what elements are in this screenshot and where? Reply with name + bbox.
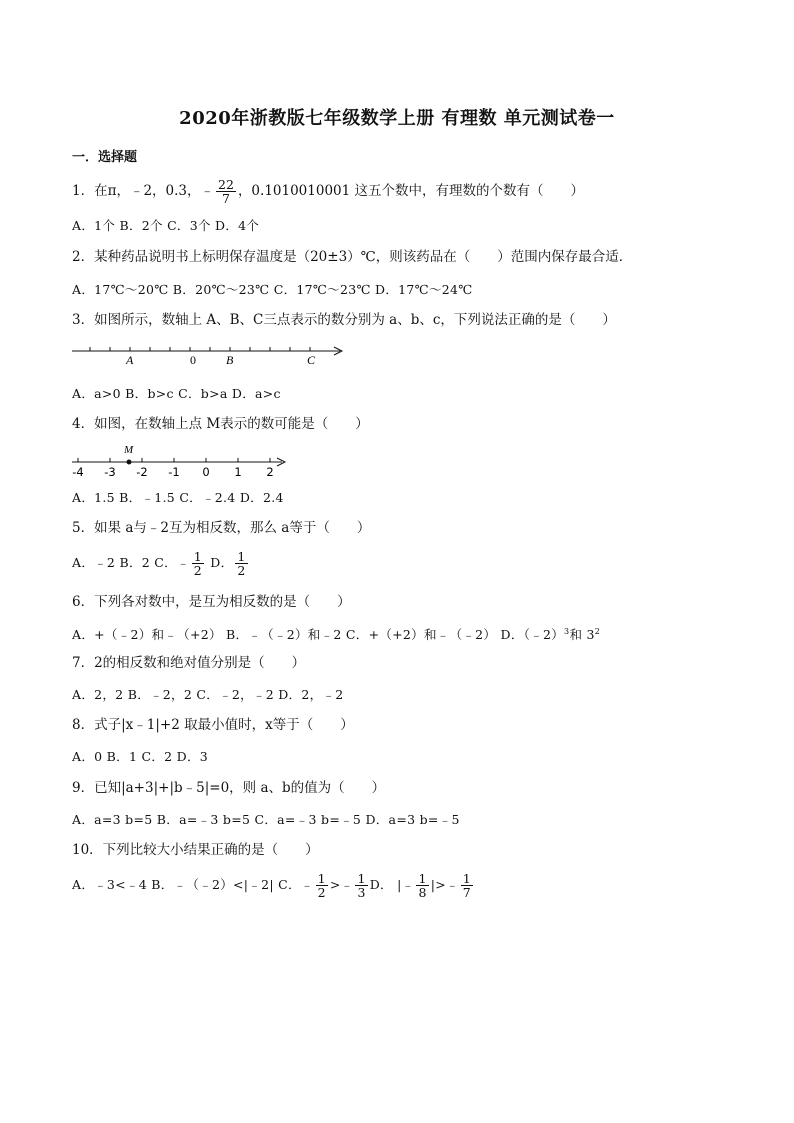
question-7: 7．2的相反数和绝对值分别是（ ）: [72, 655, 306, 671]
q10-c-num-1: 1: [317, 871, 326, 886]
q1-fraction: [216, 178, 236, 205]
q3-label-a: A: [126, 353, 134, 367]
q5-c-fraction: [192, 550, 204, 577]
q3-label-zero: 0: [190, 353, 196, 367]
question-10: 10．下列比较大小结果正确的是（ ）: [72, 842, 319, 858]
q9-options: A．a=3 b=5 B．a=﹣3 b=5 C．a=﹣3 b=﹣5 D．a=3 b=﹣5: [72, 812, 460, 827]
q6-options: [72, 622, 600, 645]
q6-sup-2: 2: [594, 627, 601, 636]
q5-d-den: 2: [237, 563, 246, 578]
q7-options: A．2，2 B．﹣2，2 C．﹣2，﹣2 D．2，﹣2: [72, 687, 344, 702]
q10-d-fraction-2: [461, 872, 473, 899]
q4-tick-label: -1: [168, 465, 180, 478]
q1-options: A．1个 B．2个 C．3个 D．4个: [72, 218, 260, 233]
q4-tick-label: -2: [136, 465, 148, 478]
q4-number-line: [72, 440, 302, 478]
q3-label-b: B: [226, 353, 234, 367]
q5-d-num: 1: [237, 549, 246, 564]
q10-options: [72, 872, 475, 899]
q3-number-line: [72, 340, 362, 370]
q6-options-text: A．+（﹣2）和﹣（+2） B．﹣（﹣2）和﹣2 C．+（+2）和﹣（﹣2） D．（﹣2）: [72, 627, 565, 643]
q4-tick-label: 1: [234, 465, 242, 478]
q4-tick-label: 0: [202, 465, 210, 478]
q5-c-den: 2: [193, 563, 202, 578]
q10-d-den-1: 8: [418, 885, 427, 900]
q10-c-den-1: 2: [317, 885, 326, 900]
question-4: 4．如图，在数轴上点 M表示的数可能是（ ）: [72, 416, 369, 432]
q1-frac-den: 7: [222, 191, 230, 206]
q4-point-label: M: [124, 444, 134, 456]
q10-d-pre: D． |﹣: [369, 877, 415, 892]
q5-options-ab: A．﹣2 B．2 C．﹣: [72, 555, 190, 570]
q10-c-fraction-1: [316, 872, 328, 899]
q4-tick-label: -4: [72, 465, 84, 478]
q10-d-num-1: 1: [418, 871, 427, 886]
q3-label-c: C: [307, 353, 316, 367]
question-9: 9．已知|a+3|+|b﹣5|=0，则 a、b的值为（ ）: [72, 780, 386, 796]
question-3: 3．如图所示，数轴上 A、B、C三点表示的数分别为 a、b、c，下列说法正确的是（ ）: [72, 312, 616, 328]
q4-options: A．1.5 B．﹣1.5 C．﹣2.4 D．2.4: [72, 490, 284, 505]
question-8: 8．式子|x﹣1|+2 取最小值时，x等于（ ）: [72, 717, 354, 733]
q5-c-num: 1: [193, 549, 202, 564]
q5-d-fraction: [235, 550, 247, 577]
q8-options: A．0 B．1 C．2 D．3: [72, 749, 209, 764]
q10-c-gt: >﹣: [329, 877, 354, 892]
q1-post: ，0.1010010001 这五个数中，有理数的个数有（ ）: [237, 183, 584, 199]
q4-tick-label: 2: [266, 465, 274, 478]
q10-d-den-2: 7: [462, 885, 472, 900]
q4-tick-label: -3: [104, 465, 116, 478]
q2-options: A．17℃～20℃ B．20℃～23℃ C．17℃～23℃ D．17℃～24℃: [72, 282, 473, 297]
question-1: [72, 178, 584, 205]
question-2: 2．某种药品说明书上标明保存温度是（20±3）℃，则该药品在（ ）范围内保存最合适．: [72, 249, 633, 265]
q6-options-mid: 和 3: [569, 627, 595, 643]
question-5: 5．如果 a与﹣2互为相反数，那么 a等于（ ）: [72, 520, 371, 536]
question-6: 6．下列各对数中，是互为相反数的是（ ）: [72, 594, 351, 610]
q1-pre: 1．在π，﹣2，0.3，﹣: [72, 183, 215, 199]
q5-options: [72, 550, 250, 577]
q10-c-den-2: 3: [357, 885, 366, 900]
section-heading: 一．选择题: [72, 150, 138, 165]
q10-d-fraction-1: [416, 872, 428, 899]
page-title: 2020年浙教版七年级数学上册 有理数 单元测试卷一: [179, 108, 615, 129]
q1-frac-num: 22: [218, 177, 234, 192]
q10-options-ab: A．﹣3<﹣4 B．﹣（﹣2）<|﹣2| C．﹣: [72, 877, 314, 892]
q10-d-num-2: 1: [462, 871, 472, 886]
q10-c-fraction-2: [355, 872, 367, 899]
q6-sup-3: 3: [564, 627, 570, 636]
q3-options: A．a>0 B．b>c C．b>a D．a>c: [72, 386, 281, 401]
q5-option-d: D．: [206, 555, 234, 570]
q4-point-m: [127, 460, 132, 465]
q10-c-num-2: 1: [357, 871, 366, 886]
q10-d-gt: |>﹣: [430, 877, 459, 892]
